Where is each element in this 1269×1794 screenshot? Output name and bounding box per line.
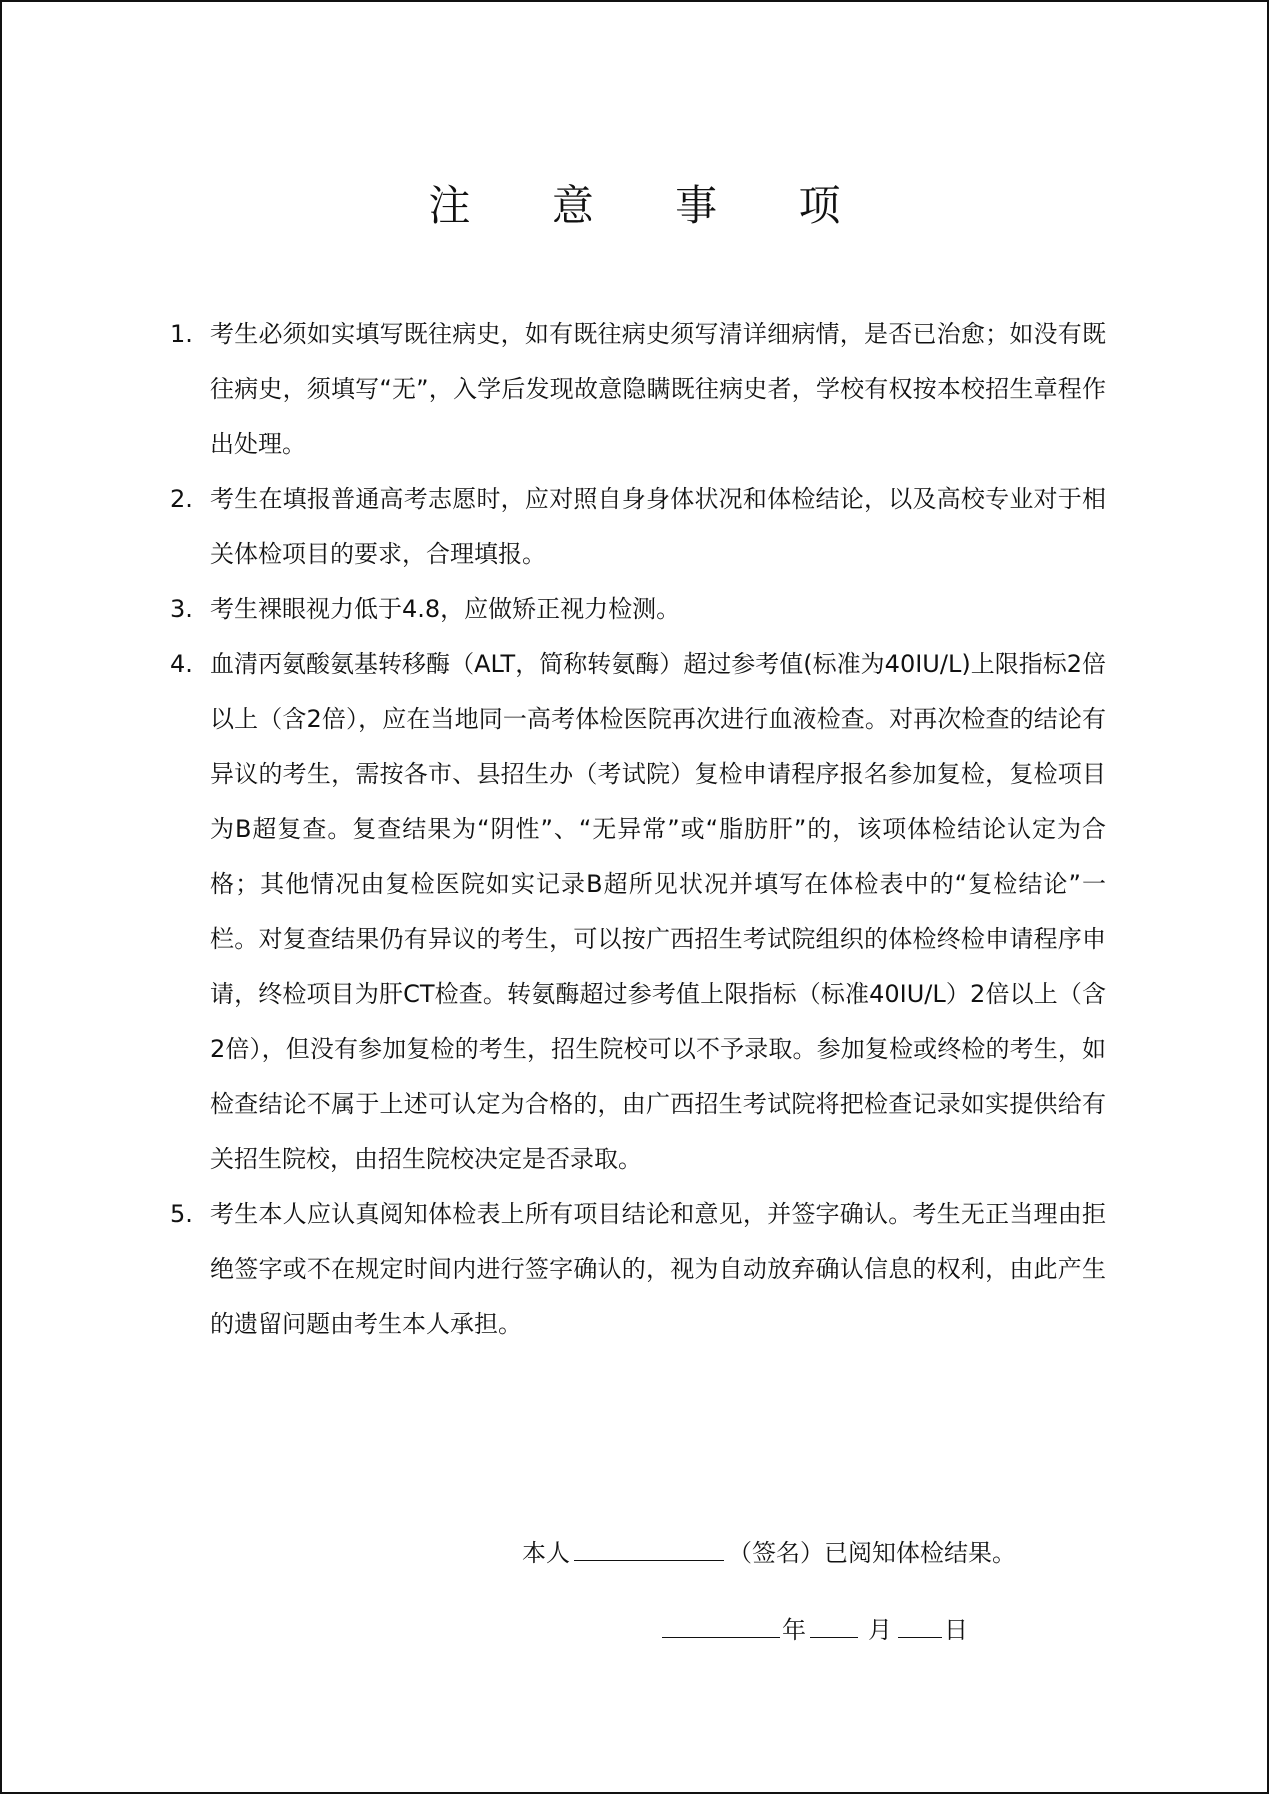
item-number: 3. (170, 595, 193, 623)
item-text: 考生在填报普通高考志愿时，应对照自身身体状况和体检结论，以及高校专业对于相关体检项目的要求，合理填报。 (210, 485, 1106, 568)
list-item (166, 1187, 1106, 1352)
list-item (166, 637, 1106, 1187)
month-label: 月 (868, 1616, 892, 1644)
signature-line (522, 1529, 1016, 1577)
date-line (662, 1606, 968, 1654)
list-item (166, 307, 1106, 472)
item-text: 考生裸眼视力低于4.8，应做矫正视力检测。 (210, 595, 681, 623)
item-text: 考生本人应认真阅知体检表上所有项目结论和意见，并签字确认。考生无正当理由拒绝签字或不在规定时间内进行签字确认的，视为自动放弃确认信息的权利，由此产生的遗留问题由考生本人承担。 (210, 1200, 1106, 1338)
month-blank[interactable] (810, 1636, 858, 1638)
signature-suffix: （签名）已阅知体检结果。 (728, 1539, 1016, 1567)
item-number: 1. (170, 320, 193, 348)
list-item (166, 582, 1106, 637)
list-item (166, 472, 1106, 582)
item-number: 2. (170, 485, 193, 513)
notice-list (166, 307, 1106, 1352)
item-number: 5. (170, 1200, 193, 1228)
day-label: 日 (944, 1616, 968, 1644)
page-title: 注 意 事 项 (428, 181, 875, 231)
item-text: 血清丙氨酸氨基转移酶（ALT，简称转氨酶）超过参考值(标准为40IU/L)上限指标2倍以上（含2倍），应在当地同一高考体检医院再次进行血液检查。对再次检查的结论有异议的考生，需按各市、县招生办（考试院）复检申请程序报名参加复检，复检项目为B超复查。复查结果为“阴性”、“无异常”或“脂肪肝”的，该项体检结论认定为合格；其他情况由复检医院如实记录B超所见状况并填写在体检表中的“复检结论”一栏。对复查结果仍有异议的考生，可以按广西招生考试院组织的体检终检申请程序申请，终检项目为肝CT检查。转氨酶超过参考值上限指标（标准40IU/L）2倍以上（含2倍），但没有参加复检的考生，招生院校可以不予录取。参加复检或终检的考生，如检查结论不属于上述可认定为合格的，由广西招生考试院将把检查记录如实提供给有关招生院校，由招生院校决定是否录取。 (210, 650, 1106, 1173)
year-label: 年 (782, 1616, 806, 1644)
item-text: 考生必须如实填写既往病史，如有既往病史须写清详细病情，是否已治愈；如没有既往病史，须填写“无”，入学后发现故意隐瞒既往病史者，学校有权按本校招生章程作出处理。 (210, 320, 1106, 458)
signature-prefix: 本人 (522, 1539, 570, 1567)
year-blank[interactable] (662, 1636, 780, 1638)
day-blank[interactable] (898, 1636, 942, 1638)
item-number: 4. (170, 650, 193, 678)
signature-blank[interactable] (574, 1559, 724, 1561)
